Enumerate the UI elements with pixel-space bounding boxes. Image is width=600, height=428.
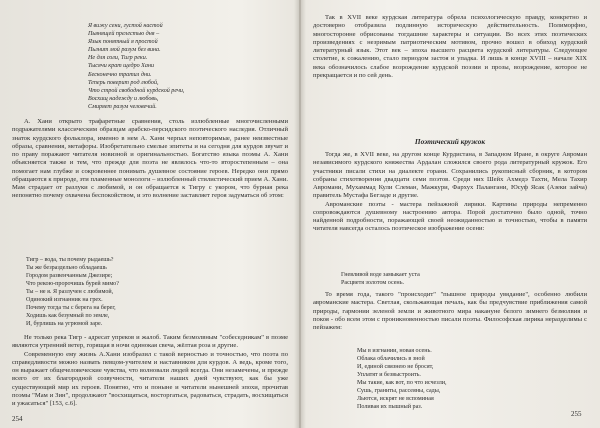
- poem-line: Что строй свободной курдской речи,: [88, 87, 185, 94]
- poem-line: Ходишь как безумный по земле,: [26, 313, 110, 319]
- verse-autumn: [341, 271, 420, 287]
- poem-line: И, бурлишь на угрюмой заре.: [26, 321, 103, 327]
- poem-line: Тысячи крат щедро Хани: [88, 63, 155, 70]
- poem-line: Расцветя золотом осень.: [341, 280, 404, 286]
- poem-line: Сушь, граниты, рассеяны, сады,: [357, 388, 441, 394]
- poem-top: [88, 22, 184, 111]
- paragraph: Так в XVII веке курдская литература обрела психологическую правду, конкретно и достоверно отобразила подлинную историческую действительность. Полиморфно, многосторонне обрисованы тогдашние характеры и ситуации. Во всех этих поэтических произведениях с незримым патриотическим мотивом, прочно вошел в обиход курдский литературный язык. Этот век – эпоха высшего расцвета курдской литературы. Следующее столетие, к сожалению, стало периодом застоя и упадка. И лишь в конце XVIII – начале XIX века обозначилось слабое возрождение курдской поэзии и прозы, возрождение, которое не прекращается и по сей день.: [313, 14, 587, 79]
- poem-line: Язык понятный я простой: [88, 39, 158, 46]
- paragraph: То время года, такого "происходит" "пышное природы увядание", особенно любили авроманские мастера. Светлая, скольжающая печаль, как бы предчувствие приближения самой природы, гармонии зеленой земли и животного мира накануне белого зимнего безмолвия и покоя - обо всем этом с проникновенностью писали поэты. Философская лирика неразделимы с пейзажем:: [313, 291, 587, 331]
- poem-line: Теперь поверит род любой,: [88, 79, 159, 86]
- paragraph-group-2: [313, 151, 587, 234]
- poem-line: Льются, искрят не вспоминая: [357, 396, 434, 402]
- poem-line: Ты – не я. Я разлучен с любимой,: [26, 289, 114, 295]
- poem-line: И, единой связнею не бросят,: [357, 364, 434, 370]
- paragraph-group-3: [313, 291, 587, 332]
- poem-tigris: [26, 256, 119, 328]
- left-page: [0, 0, 299, 428]
- poem-line: Я вижу сени, густой настой: [88, 23, 163, 29]
- paragraph: Современную ему жизнь А.Хани изобразил с такой верностью и точностью, что поэта по справедливости можно назвать певцом-учителем и наставником для курдов. А ведь, кроме того, он выражает общечеловеческие чувства, что волновали людей всегда. Они незамечены, и прежде всего от их благородной созвучности, читатели наших дней чувствуют, как бы уже существующий мир их героев. Понятно, что и поныне и читатели нынешней эпохи, прочитав поэмы "Мам и Зин", продолжают "восхищаться, восторгаться, радоваться, страдать, восхищаться и ужасаться" [153, с.6].: [12, 350, 288, 407]
- verse-exile: [357, 347, 447, 411]
- poem-line: Пьянящей прелестью дня –: [88, 31, 160, 38]
- poem-line: Гневливой воде замыкает уста: [341, 272, 420, 278]
- paragraph-group-2: [12, 334, 288, 408]
- poem-line: Бесконечно тратил дни.: [88, 71, 152, 78]
- poem-line: Городом развенчанным Джезире;: [26, 273, 113, 279]
- paragraph: Не только река Тигр - адресат упреков и жалоб. Таким безмолвным "собеседникам" в поэме являются утренний ветер, горящая в ночи одинокая свеча, жёлтая роза и другие.: [12, 334, 288, 350]
- paragraph-group-1: [313, 14, 587, 80]
- poem-line: Мы в изгнании, новая осень.: [357, 348, 432, 354]
- poem-line: Поливая их пышный раз.: [357, 404, 423, 410]
- poem-line: Смиряет разум человечий.: [88, 103, 157, 110]
- poem-line: Что рекою-пророчишь бурей мимо?: [26, 281, 119, 287]
- poem-line: Почему тогда ты с берега на берег,: [26, 305, 116, 311]
- paragraph-group-1: [12, 118, 288, 201]
- paragraph: Тогда же, в XVII веке, на другом конце Курдистана, в Западном Иране, в округе Авроман независимого курдского княжества Ардалан сложился своего рода литературный кружок. Его участники писали стихи на диалекте горани. Сохранились рукописный сборник, в котором собраны стихотворения двадцати семи поэтов. Среди них Шейх Ахмедэ Тахти, Мела Тахир Авромани, Мухаммад Кули Слеман, Мажкури, Фархух Палангани, Юсуф Ясак (Азеки зайча) правитель Мустафа Бегзаде и другие.: [313, 151, 587, 200]
- poem-line: Не для соли, Тигр реки.: [88, 55, 148, 62]
- poem-line: Одинокий изгнанник на грех.: [26, 297, 103, 303]
- poem-line: Пьлнит мой разум без вина.: [88, 47, 161, 54]
- page-number: 254: [12, 415, 23, 423]
- poem-line: Мы такие, как вот, по что исчезли,: [357, 380, 447, 386]
- poem-line: Восхищ надежду и любовь,: [88, 95, 159, 102]
- right-page: [301, 0, 600, 428]
- poem-line: Ты же безраздельно обладаешь: [26, 265, 107, 271]
- poem-line: Облака облачились в зной: [357, 356, 425, 362]
- paragraph: А. Хани открыто трафаретные сравнения, столь излюбленные многочисленными подражателями классическим образцам арабско-персидского поэтического наследия. Отличный знаток курдского фольклора, именно в нем А. Хани черпал неповторимые, ранее неизвестные образы, сравнения, метафоры. Изобретательно смелые эпитеты и на сегодня для курдов звучат и по праву поражают читателя новизной и оригинальностью. Богатство языка поэмы А. Хани объясняется также и тем, что прежде для поэта не являлось что-то второстепенным – она помогает нам глубже и сокровеннее понимать душевное состояние героев. Нередко они прямо обращаются к природе, эти пламенные монологи – излюбленный стилистический прием А. Хани. Мам страдает от разлуки с любимой, и он обращается к Тигру с укором, что бурная река непонятно почему охвачена беспокойством, и это волнение заставляет героя задуматься об этом:: [12, 118, 288, 200]
- paragraph: Авроманские поэты - мастера пейзажной лирики. Картины природы непременно сопровождаются душевному настроению автора. Порой достаточно было одной, точно найденной подробности, поражающей своей неожиданностью и точностью, чтобы в памяти читателя навсегда осталось поэтическое изображение осени:: [313, 200, 587, 233]
- section-heading: Поэтический кружок: [414, 137, 486, 146]
- poem-line: Тигр – вода, ты почему рыдаешь?: [26, 257, 114, 263]
- poem-line: Уплатят и безвыстроить.: [357, 372, 421, 378]
- page-number: 255: [571, 410, 582, 418]
